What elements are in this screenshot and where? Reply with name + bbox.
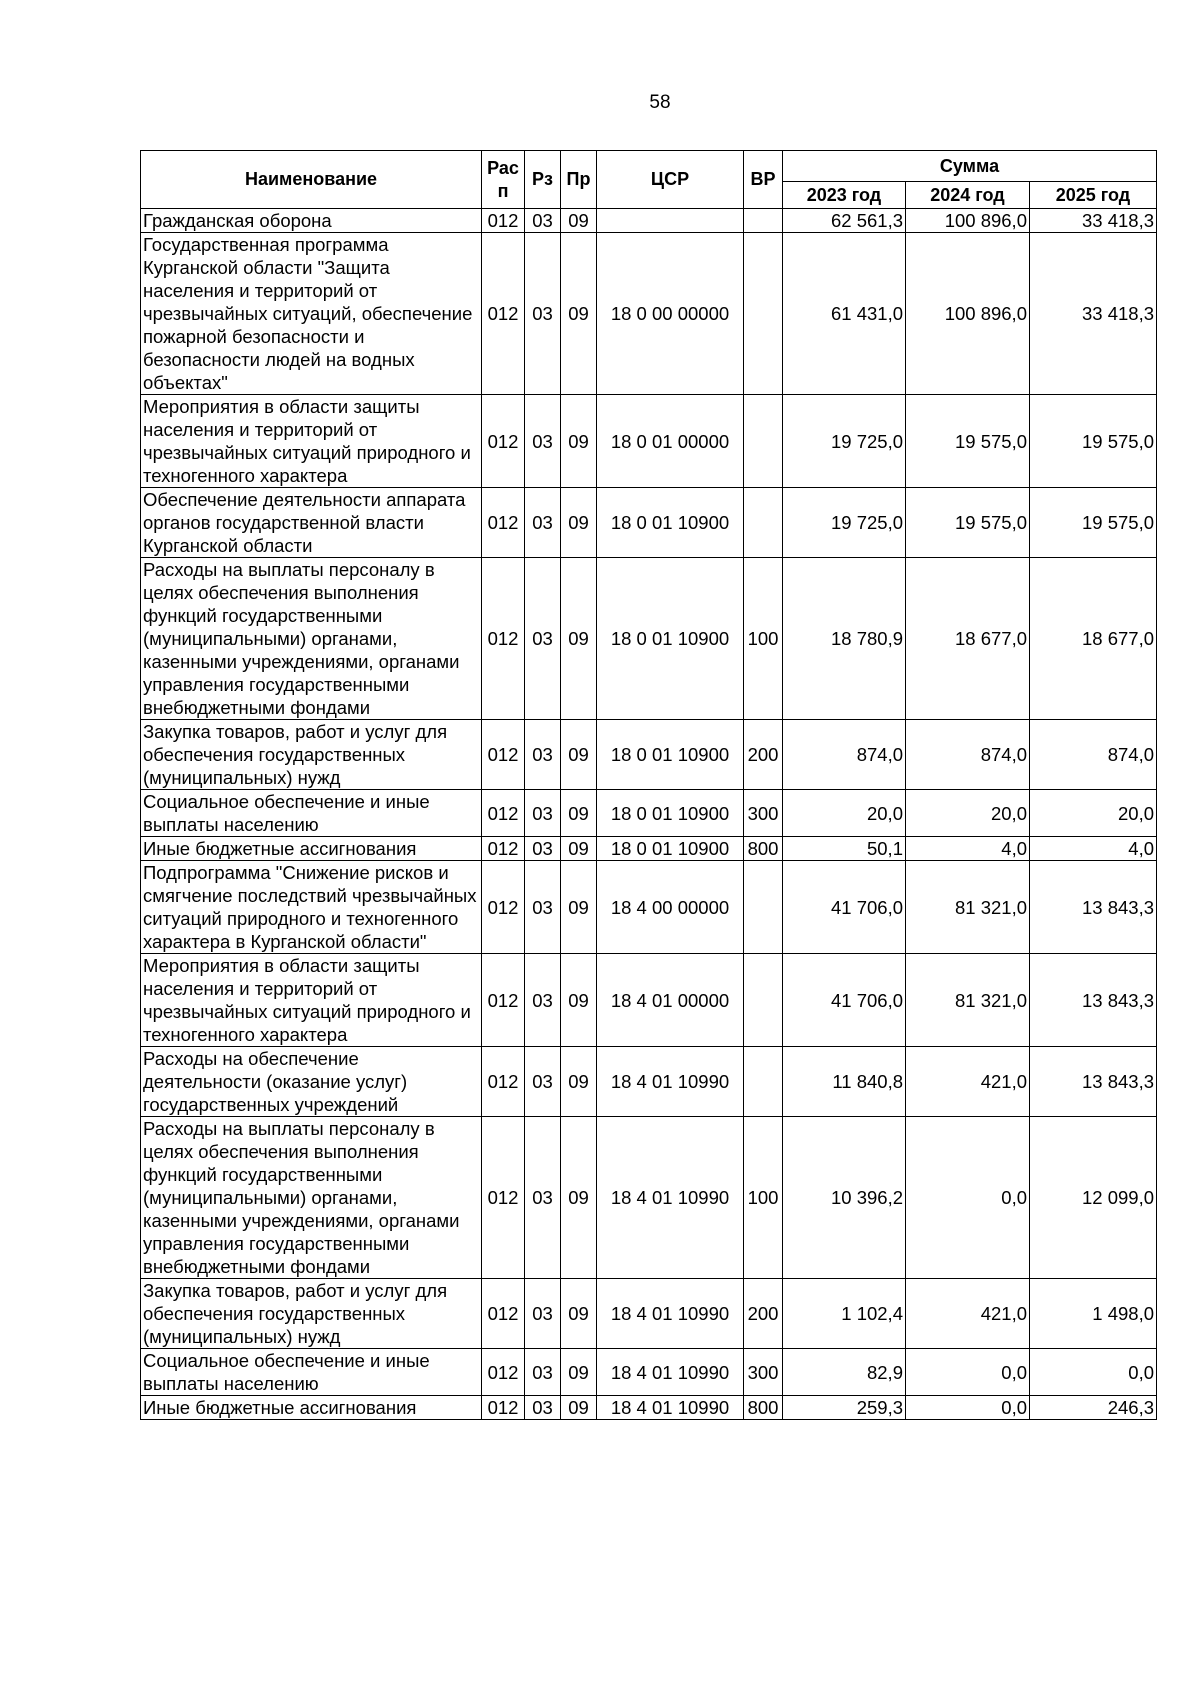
cell-vr: 200 xyxy=(744,1279,783,1349)
cell-csr: 18 4 01 10990 xyxy=(597,1279,744,1349)
cell-sum-2025: 13 843,3 xyxy=(1030,1047,1157,1117)
cell-rz: 03 xyxy=(525,790,561,837)
table-header-row xyxy=(141,151,1157,182)
cell-name: Расходы на обеспечение деятельности (оказание услуг) государственных учреждений xyxy=(141,1047,482,1117)
cell-csr: 18 0 01 10900 xyxy=(597,790,744,837)
cell-vr: 800 xyxy=(744,1396,783,1420)
cell-pr: 09 xyxy=(561,1396,597,1420)
cell-csr: 18 4 01 10990 xyxy=(597,1117,744,1279)
cell-vr: 100 xyxy=(744,558,783,720)
cell-pr: 09 xyxy=(561,395,597,488)
cell-name: Расходы на выплаты персоналу в целях обеспечения выполнения функций государственными (муниципальными) органами, казенными учреждениями, органами управления государственными внебюджетными фондами xyxy=(141,558,482,720)
cell-name: Мероприятия в области защиты населения и территорий от чрезвычайных ситуаций природного и техногенного характера xyxy=(141,954,482,1047)
cell-rz: 03 xyxy=(525,233,561,395)
cell-sum-2023: 50,1 xyxy=(783,837,906,861)
cell-sum-2023: 62 561,3 xyxy=(783,209,906,233)
cell-sum-2025: 13 843,3 xyxy=(1030,861,1157,954)
cell-sum-2025: 13 843,3 xyxy=(1030,954,1157,1047)
cell-rz: 03 xyxy=(525,1349,561,1396)
cell-sum-2023: 41 706,0 xyxy=(783,954,906,1047)
cell-sum-2023: 61 431,0 xyxy=(783,233,906,395)
cell-rz: 03 xyxy=(525,558,561,720)
page-number: 58 xyxy=(649,92,671,113)
table-row xyxy=(141,488,1157,558)
header-year-2023: 2023 год xyxy=(783,182,906,209)
cell-rasp: 012 xyxy=(482,720,525,790)
cell-pr: 09 xyxy=(561,1047,597,1117)
table-row xyxy=(141,954,1157,1047)
cell-sum-2025: 18 677,0 xyxy=(1030,558,1157,720)
cell-rz: 03 xyxy=(525,837,561,861)
cell-vr xyxy=(744,209,783,233)
cell-pr: 09 xyxy=(561,861,597,954)
cell-sum-2025: 33 418,3 xyxy=(1030,209,1157,233)
cell-sum-2023: 20,0 xyxy=(783,790,906,837)
cell-sum-2024: 19 575,0 xyxy=(906,488,1030,558)
cell-csr: 18 4 01 10990 xyxy=(597,1396,744,1420)
table-row xyxy=(141,861,1157,954)
cell-rz: 03 xyxy=(525,954,561,1047)
table-row xyxy=(141,233,1157,395)
cell-sum-2024: 18 677,0 xyxy=(906,558,1030,720)
cell-sum-2023: 1 102,4 xyxy=(783,1279,906,1349)
cell-sum-2025: 874,0 xyxy=(1030,720,1157,790)
cell-rasp: 012 xyxy=(482,209,525,233)
cell-name: Мероприятия в области защиты населения и территорий от чрезвычайных ситуаций природного и техногенного характера xyxy=(141,395,482,488)
cell-name: Социальное обеспечение и иные выплаты населению xyxy=(141,1349,482,1396)
cell-sum-2023: 10 396,2 xyxy=(783,1117,906,1279)
cell-rz: 03 xyxy=(525,488,561,558)
cell-csr: 18 0 00 00000 xyxy=(597,233,744,395)
cell-vr: 300 xyxy=(744,790,783,837)
table-row xyxy=(141,1349,1157,1396)
header-csr: ЦСР xyxy=(597,151,744,209)
cell-sum-2023: 18 780,9 xyxy=(783,558,906,720)
cell-sum-2025: 0,0 xyxy=(1030,1349,1157,1396)
cell-sum-2023: 19 725,0 xyxy=(783,488,906,558)
cell-name: Социальное обеспечение и иные выплаты населению xyxy=(141,790,482,837)
cell-vr xyxy=(744,861,783,954)
cell-rasp: 012 xyxy=(482,837,525,861)
cell-rz: 03 xyxy=(525,1047,561,1117)
cell-csr xyxy=(597,209,744,233)
cell-pr: 09 xyxy=(561,488,597,558)
cell-csr: 18 0 01 10900 xyxy=(597,488,744,558)
cell-vr: 100 xyxy=(744,1117,783,1279)
cell-rasp: 012 xyxy=(482,1047,525,1117)
cell-sum-2023: 11 840,8 xyxy=(783,1047,906,1117)
cell-sum-2023: 82,9 xyxy=(783,1349,906,1396)
cell-pr: 09 xyxy=(561,209,597,233)
header-rasp: Рас п xyxy=(482,151,525,209)
table-body xyxy=(141,209,1157,1420)
table-row xyxy=(141,1279,1157,1349)
cell-sum-2025: 33 418,3 xyxy=(1030,233,1157,395)
cell-name: Иные бюджетные ассигнования xyxy=(141,1396,482,1420)
cell-csr: 18 4 01 10990 xyxy=(597,1047,744,1117)
cell-sum-2024: 19 575,0 xyxy=(906,395,1030,488)
cell-csr: 18 4 01 00000 xyxy=(597,954,744,1047)
cell-pr: 09 xyxy=(561,837,597,861)
table-row xyxy=(141,1117,1157,1279)
cell-rasp: 012 xyxy=(482,861,525,954)
table-row xyxy=(141,720,1157,790)
cell-vr xyxy=(744,1047,783,1117)
header-year-2025: 2025 год xyxy=(1030,182,1157,209)
cell-name: Закупка товаров, работ и услуг для обеспечения государственных (муниципальных) нужд xyxy=(141,1279,482,1349)
cell-name: Гражданская оборона xyxy=(141,209,482,233)
cell-rz: 03 xyxy=(525,720,561,790)
table-row xyxy=(141,558,1157,720)
cell-sum-2025: 19 575,0 xyxy=(1030,488,1157,558)
cell-pr: 09 xyxy=(561,233,597,395)
cell-pr: 09 xyxy=(561,790,597,837)
cell-rasp: 012 xyxy=(482,1279,525,1349)
cell-rasp: 012 xyxy=(482,395,525,488)
cell-pr: 09 xyxy=(561,1117,597,1279)
cell-rasp: 012 xyxy=(482,488,525,558)
cell-sum-2024: 81 321,0 xyxy=(906,954,1030,1047)
cell-sum-2023: 19 725,0 xyxy=(783,395,906,488)
header-rz: Рз xyxy=(525,151,561,209)
cell-rasp: 012 xyxy=(482,1396,525,1420)
cell-rz: 03 xyxy=(525,209,561,233)
cell-vr: 800 xyxy=(744,837,783,861)
header-pr: Пр xyxy=(561,151,597,209)
cell-name: Государственная программа Курганской области "Защита населения и территорий от чрезвычайных ситуаций, обеспечение пожарной безопасности и безопасности людей на водных объектах" xyxy=(141,233,482,395)
cell-sum-2024: 0,0 xyxy=(906,1349,1030,1396)
cell-sum-2024: 0,0 xyxy=(906,1117,1030,1279)
cell-sum-2025: 19 575,0 xyxy=(1030,395,1157,488)
table-row xyxy=(141,395,1157,488)
cell-vr: 300 xyxy=(744,1349,783,1396)
cell-pr: 09 xyxy=(561,720,597,790)
cell-csr: 18 0 01 10900 xyxy=(597,558,744,720)
cell-sum-2023: 259,3 xyxy=(783,1396,906,1420)
cell-rz: 03 xyxy=(525,395,561,488)
cell-csr: 18 4 01 10990 xyxy=(597,1349,744,1396)
cell-sum-2024: 100 896,0 xyxy=(906,209,1030,233)
cell-rasp: 012 xyxy=(482,558,525,720)
cell-rasp: 012 xyxy=(482,790,525,837)
cell-sum-2025: 246,3 xyxy=(1030,1396,1157,1420)
table-row xyxy=(141,837,1157,861)
header-vr: ВР xyxy=(744,151,783,209)
cell-pr: 09 xyxy=(561,954,597,1047)
table-row xyxy=(141,1396,1157,1420)
cell-name: Иные бюджетные ассигнования xyxy=(141,837,482,861)
cell-pr: 09 xyxy=(561,558,597,720)
cell-rasp: 012 xyxy=(482,233,525,395)
cell-sum-2024: 421,0 xyxy=(906,1279,1030,1349)
cell-rz: 03 xyxy=(525,1396,561,1420)
cell-sum-2024: 4,0 xyxy=(906,837,1030,861)
cell-vr: 200 xyxy=(744,720,783,790)
cell-vr xyxy=(744,233,783,395)
cell-name: Расходы на выплаты персоналу в целях обеспечения выполнения функций государственными (муниципальными) органами, казенными учреждениями, органами управления государственными внебюджетными фондами xyxy=(141,1117,482,1279)
table-row xyxy=(141,209,1157,233)
cell-csr: 18 4 00 00000 xyxy=(597,861,744,954)
cell-vr xyxy=(744,488,783,558)
header-sum: Сумма xyxy=(783,151,1157,182)
cell-sum-2025: 1 498,0 xyxy=(1030,1279,1157,1349)
cell-name: Закупка товаров, работ и услуг для обеспечения государственных (муниципальных) нужд xyxy=(141,720,482,790)
cell-sum-2024: 100 896,0 xyxy=(906,233,1030,395)
cell-sum-2024: 20,0 xyxy=(906,790,1030,837)
budget-table xyxy=(140,150,1157,1420)
cell-csr: 18 0 01 10900 xyxy=(597,720,744,790)
cell-sum-2024: 0,0 xyxy=(906,1396,1030,1420)
cell-rz: 03 xyxy=(525,1279,561,1349)
cell-sum-2025: 20,0 xyxy=(1030,790,1157,837)
cell-sum-2025: 12 099,0 xyxy=(1030,1117,1157,1279)
header-year-2024: 2024 год xyxy=(906,182,1030,209)
cell-sum-2024: 81 321,0 xyxy=(906,861,1030,954)
table-row xyxy=(141,1047,1157,1117)
header-name: Наименование xyxy=(141,151,482,209)
cell-name: Обеспечение деятельности аппарата органов государственной власти Курганской области xyxy=(141,488,482,558)
cell-pr: 09 xyxy=(561,1349,597,1396)
cell-sum-2025: 4,0 xyxy=(1030,837,1157,861)
cell-rz: 03 xyxy=(525,1117,561,1279)
cell-rasp: 012 xyxy=(482,1117,525,1279)
cell-rz: 03 xyxy=(525,861,561,954)
cell-sum-2023: 41 706,0 xyxy=(783,861,906,954)
cell-csr: 18 0 01 10900 xyxy=(597,837,744,861)
cell-sum-2024: 874,0 xyxy=(906,720,1030,790)
table-row xyxy=(141,790,1157,837)
cell-rasp: 012 xyxy=(482,1349,525,1396)
cell-vr xyxy=(744,395,783,488)
cell-name: Подпрограмма "Снижение рисков и смягчение последствий чрезвычайных ситуаций природного и техногенного характера в Курганской области" xyxy=(141,861,482,954)
cell-rasp: 012 xyxy=(482,954,525,1047)
cell-vr xyxy=(744,954,783,1047)
cell-sum-2024: 421,0 xyxy=(906,1047,1030,1117)
cell-csr: 18 0 01 00000 xyxy=(597,395,744,488)
cell-pr: 09 xyxy=(561,1279,597,1349)
cell-sum-2023: 874,0 xyxy=(783,720,906,790)
